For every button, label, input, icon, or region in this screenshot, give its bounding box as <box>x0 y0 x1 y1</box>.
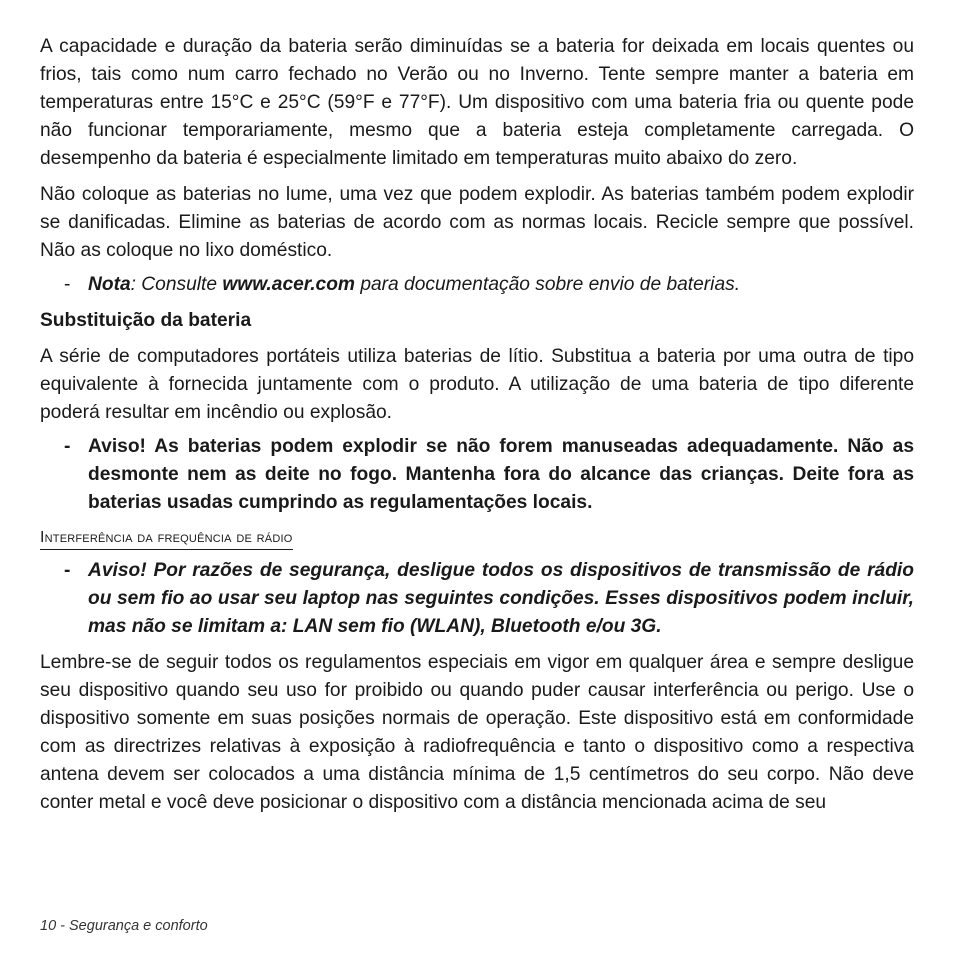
page-footer: 10 - Segurança e conforto <box>40 918 208 934</box>
battery-warning-dash: - <box>64 436 71 457</box>
battery-temperature-paragraph: A capacidade e duração da bateria serão diminuídas se a bateria for deixada em locais quentes ou frios, tais como num carro fechado no Verão ou no Inverno. Tente sempre manter a bateria em temperaturas entre 15°C e 25°C (59°F e 77°F). Um dispositivo com uma bateria fria ou quente pode não funcionar temporariamente, mesmo que a bateria esteja completamente carregada. O desempenho da bateria é especialmente limitado em temperaturas muito abaixo do zero. <box>40 36 914 169</box>
radio-interference-heading: Interferência da frequência de rádio <box>40 527 293 550</box>
radio-regulations-paragraph: Lembre-se de seguir todos os regulamentos especiais em vigor em qualquer área e sempre desligue seu dispositivo quando seu uso for proibido ou quando puder causar interferência ou perigo. Use o dispositivo somente em suas posições normais de operação. Este dispositivo está em conformidade com as directrizes relativas à exposição à radiofrequência e tanto o dispositivo como a respectiva antena devem ser colocados a uma distância mínima de 1,5 centímetros do seu corpo. Não deve conter metal e você deve posicionar o dispositivo com a distância mencionada acima de seu <box>40 652 914 813</box>
note-label: Nota <box>88 274 131 295</box>
note-text-end: para documentação sobre envio de baterias. <box>354 274 741 295</box>
battery-replacement-paragraph: A série de computadores portáteis utiliza baterias de lítio. Substitua a bateria por uma outra de tipo equivalente à fornecida juntamente com o produto. A utilização de uma bateria de tipo diferente poderá resultar em incêndio ou explosão. <box>40 346 914 423</box>
note-dash: - <box>64 274 71 295</box>
battery-warning-text: Aviso! As baterias podem explodir se não forem manuseadas adequadamente. Não as desmonte nem as deite no fogo. Mantenha fora do alcance das crianças. Deite fora as baterias usadas cumprindo as regulamentações locais. <box>88 436 914 513</box>
document-page <box>40 33 914 817</box>
radio-warning-dash: - <box>64 560 71 581</box>
battery-disposal-paragraph: Não coloque as baterias no lume, uma vez que podem explodir. As baterias também podem explodir se danificadas. Elimine as baterias de acordo com as normas locais. Recicle sempre que possível. Não as coloque no lixo doméstico. <box>40 184 914 261</box>
radio-warning <box>40 557 914 641</box>
note-item <box>40 271 914 299</box>
battery-replacement-heading: Substituição da bateria <box>40 310 252 331</box>
radio-warning-text: Aviso! Por razões de segurança, desligue todos os dispositivos de transmissão de rádio ou sem fio ao usar seu laptop nas seguintes condições. Esses dispositivos podem incluir, mas não se limitam a: LAN sem fio (WLAN), Bluetooth e/ou 3G. <box>88 560 914 637</box>
note-text-start: : Consulte <box>130 274 223 295</box>
acer-website-link[interactable]: www.acer.com <box>222 274 355 295</box>
battery-warning <box>40 433 914 517</box>
